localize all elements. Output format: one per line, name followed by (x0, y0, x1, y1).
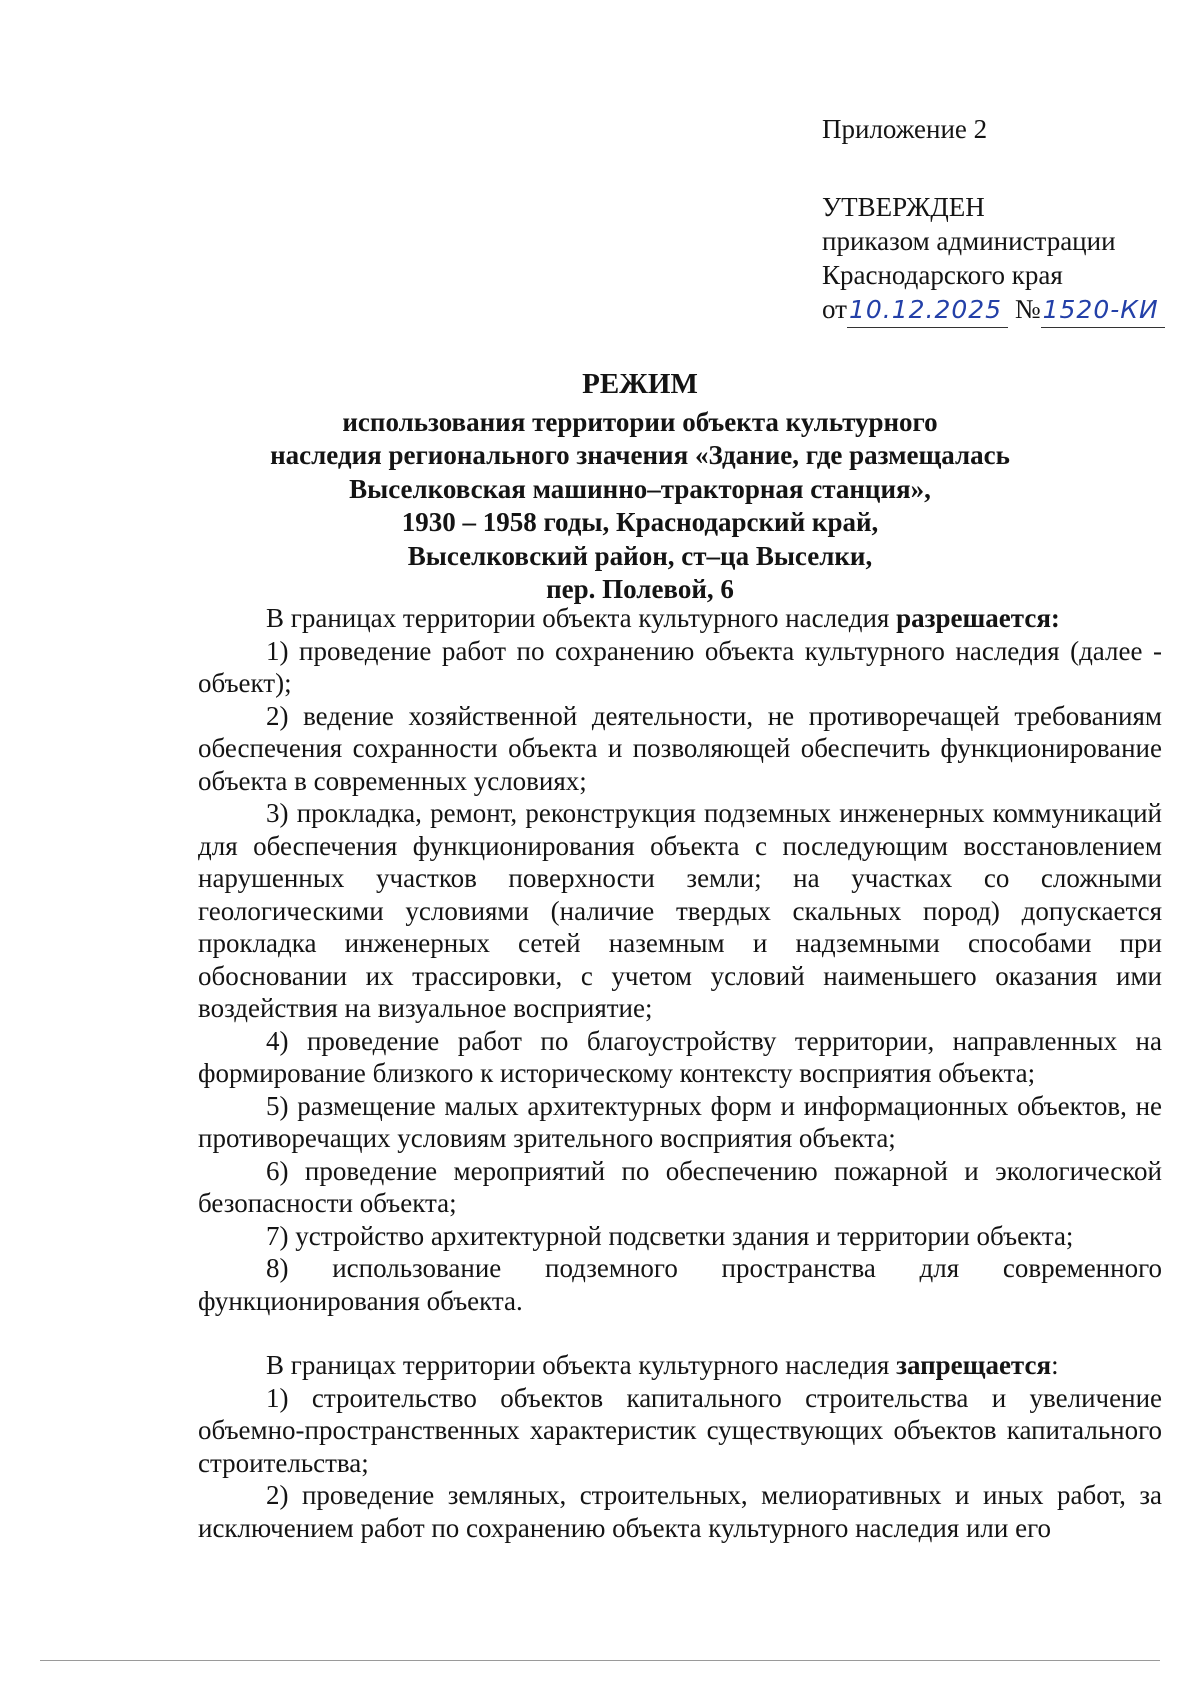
allowed-item: 8) использование подземного пространства для современного функционирования объекта. (198, 1253, 1162, 1316)
date-prefix: от (822, 294, 847, 324)
forbidden-item: 1) строительство объектов капитального строительства и увеличение объемно-пространственных характеристик существующих объектов капитального строительства; (198, 1382, 1162, 1478)
title-line: наследия регионального значения «Здание, где размещалась (270, 440, 1010, 470)
approved-by-line-1: приказом администрации (822, 226, 1116, 256)
title-line: пер. Полевой, 6 (546, 574, 734, 604)
forbidden-intro (198, 1349, 1162, 1382)
number-prefix: № (1014, 294, 1041, 324)
allowed-intro-text: В границах территории объекта культурного наследия (266, 603, 897, 633)
appendix-label: Приложение 2 (822, 114, 988, 144)
forbidden-item: 2) проведение земляных, строительных, мелиоративных и иных работ, за исключением работ по сохранению объекта культурного наследия или его (198, 1480, 1162, 1543)
allowed-item: 1) проведение работ по сохранению объекта культурного наследия (далее - объект); (198, 635, 1162, 698)
allowed-item: 7) устройство архитектурной подсветки здания и территории объекта; (266, 1220, 1074, 1251)
bottom-scan-edge (40, 1660, 1160, 1661)
document-title (200, 368, 1080, 607)
approval-block (822, 112, 1165, 328)
document-body (198, 602, 1162, 1544)
approved-by-line-2: Краснодарского края (822, 260, 1063, 290)
title-line: Выселковская машинно–тракторная станция», (349, 473, 931, 504)
handwritten-number: 1520-КИ (1041, 293, 1165, 328)
allowed-item: 6) проведение мероприятий по обеспечению пожарной и экологической безопасности объекта; (198, 1155, 1162, 1218)
order-date-number-line (822, 292, 1165, 328)
title-head: РЕЖИМ (582, 368, 698, 400)
title-line: использования территории объекта культурного (342, 406, 938, 437)
handwritten-date: 10.12.2025 (847, 293, 1008, 328)
allowed-intro-bold: разрешается: (896, 603, 1060, 633)
allowed-item: 4) проведение работ по благоустройству территории, направленных на формирование близкого к историческому контексту восприятия объекта; (198, 1025, 1162, 1088)
allowed-item: 2) ведение хозяйственной деятельности, не противоречащей требованиям обеспечения сохранности объекта и позволяющей обеспечить функционирование объекта в современных условиях; (198, 700, 1162, 796)
allowed-item: 5) размещение малых архитектурных форм и информационных объектов, не противоречащих условиям зрительного восприятия объекта; (198, 1090, 1162, 1153)
title-line: 1930 – 1958 годы, Краснодарский край, (401, 507, 879, 537)
forbidden-intro-bold: запрещается (896, 1350, 1052, 1380)
allowed-intro (198, 602, 1162, 635)
forbidden-intro-text: В границах территории объекта культурного наследия (266, 1350, 897, 1380)
section-gap (198, 1317, 1162, 1349)
forbidden-intro-end: : (1051, 1350, 1059, 1380)
title-line: Выселковский район, ст–ца Выселки, (407, 540, 873, 571)
allowed-item: 3) прокладка, ремонт, реконструкция подземных инженерных коммуникаций для обеспечения функционирования объекта с последующим восстановлением нарушенных участков поверхности земли; на участках со сложными геологическими условиями (наличие твердых скальных пород) допускается прокладка инженерных сетей наземным и надземными способами при обосновании их трассировки, с учетом условий наименьшего оказания ими воздействия на визуальное восприятие; (198, 798, 1162, 1023)
approved-label: УТВЕРЖДЕН (822, 192, 985, 222)
